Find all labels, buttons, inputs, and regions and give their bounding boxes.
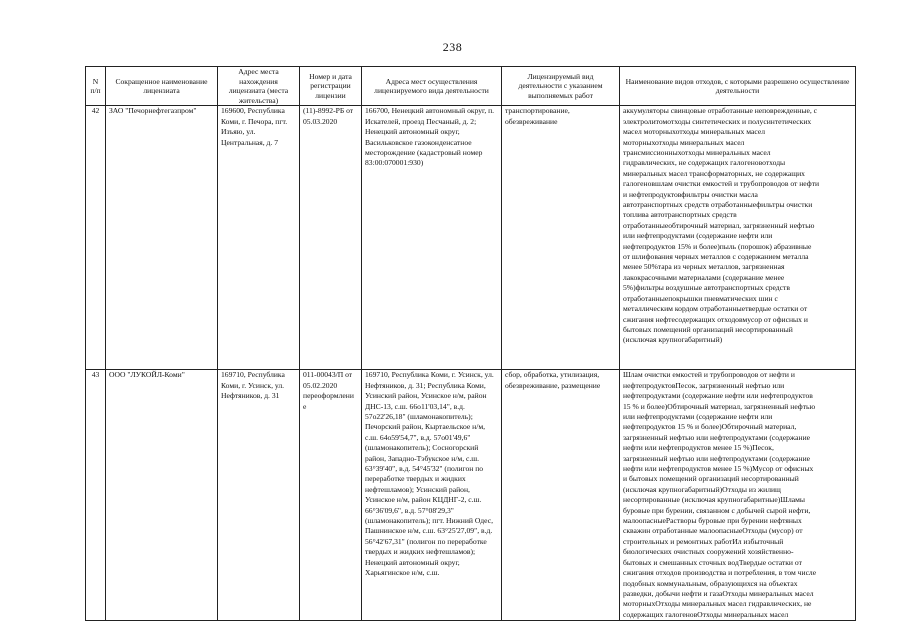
waste-line: отработанныепокрышки пневматических шин с [623,293,778,303]
waste-line: (исключая крупногабаритный)Отходы из жилищ [623,484,781,494]
header-activity-type: Лицензируемый вид деятельности с указанием выполняемых работ [502,67,620,106]
waste-line: бытовых и смешанных сточных водТвердые остатки от [623,557,802,567]
waste-line: содержащих галогеновОтходы минеральных масел [623,609,789,619]
header-waste-types: Наименование видов отходов, с которыми разрешено осуществление деятельности [620,67,856,106]
waste-line: нефти или нефтепродуктов менее 15 %)Мусор от офисных [623,464,814,474]
waste-line: нефтепродуктов 15% и более)пыль (порошок) абразивные [623,241,812,251]
waste-line: сжигания отходов производства и потребления, в том числе [623,568,817,578]
waste-line: нефтепродуктами (содержание нефти или нефтепродуктов [623,391,813,401]
waste-line: биологических очистных сооружений хозяйственно- [623,547,794,557]
waste-line: масел моторныхотходы минеральных масел [623,127,765,137]
waste-types [620,106,856,370]
header-licensee-address: Адрес места нахождения лицензиата (места жительства) [218,67,300,106]
activity-type: транспортирование, обезвреживание [502,106,620,370]
waste-line: аккумуляторы свинцовые отработанные неповрежденные, с [623,106,818,116]
waste-line: 15 % и более)Обтирочный материал, загрязненный нефтью [623,401,816,411]
waste-line: менее 50%тара из черных металлов, загрязненная [623,262,785,272]
waste-line: нефтепродуктовПесок, загрязненный нефтью или [623,380,785,390]
waste-types [620,370,856,621]
waste-line: разведки, добычи нефти и газаОтходы минеральных масел [623,588,814,598]
waste-line: и нефтепродуктовфильтры очистки масла [623,189,758,199]
waste-line: нефтепродуктов 15 % и более)Обтирочный материал, [623,422,797,432]
table-row [86,370,856,621]
header-number: N п/п [86,67,106,106]
waste-line: лакокрасочными материалами (содержание менее [623,272,785,282]
page-number: 238 [442,40,463,54]
license-number: (11)-8992-РБ от 05.03.2020 [300,106,362,370]
waste-line: гидравлических, не содержащих галогеновотходы [623,158,786,168]
waste-line: 5%)фильтры воздушные автотранспортных средств [623,283,790,293]
licensee-address: 169600, Республика Коми, г. Печора, пгт. Изъяю, ул. Центральная, д. 7 [218,106,300,370]
licensee-name: ЗАО "Печорнефтегазпром" [106,106,218,370]
waste-line: топлива автотранспортных средств [623,210,737,220]
waste-line: электролитомотходы синтетических и полусинтетических [623,116,812,126]
row-number: 42 [86,106,106,370]
waste-line: трансмиссионныхотходы минеральных масел [623,148,771,157]
waste-line: загрязненный нефтью или нефтепродуктами (содержание [623,432,811,442]
waste-line: малоопасныеРастворы буровые при бурении нефтяных [623,516,802,526]
waste-line: отработанныеобтирочный материал, загрязненный нефтью [623,220,815,230]
waste-line: моторныхотходы минеральных масел [623,137,745,147]
waste-line: и бытовых помещений организаций несортированный [623,474,799,484]
header-license-number: Номер и дата регистрации лицензии [300,67,362,106]
waste-line: буровые при бурении, связанном с добычей сырой нефти, [623,505,811,515]
waste-line: металлическим кордом отработанныетвердые остатки от [623,304,808,314]
waste-line: подобных коммунальным, образующихся на объектах [623,578,798,588]
waste-line: автотранспортных средств отработанныефильтры очистки [623,200,813,210]
header-activity-address: Адреса мест осуществления лицензируемого вида деятельности [362,67,502,106]
waste-line: галогеновшлам очистки емкостей и трубопроводов от нефти [623,179,820,189]
waste-line: Шлам очистки емкостей и трубопроводов от нефти и [623,370,795,380]
header-licensee-name: Сокращенное наименование лицензиата [106,67,218,106]
waste-line: скважин отработанные малоопасныеОтходы (мусор) от [623,526,803,536]
waste-line: или нефтепродуктами (содержание нефти или [623,231,773,241]
waste-line: несортированные (исключая крупногабаритные)Шламы [623,495,806,505]
waste-line: строительных и ремонтных работИл избыточный [623,536,784,546]
waste-line: минеральных масел трансформаторных, не содержащих [623,168,805,178]
table-row [86,106,856,370]
activity-address: 169710, Республика Коми, г. Усинск, ул. Нефтяников, д. 31; Республика Коми, Усинский район, Усинское н/м, район ДНС-13, с.ш. 66о11'03,14", в.д. 57о22'26,18" (шламонакопитель); Печорский район, Кыртаельское н/м, с.ш. 64о59'54,7", в.д. 57о01'49,6" (шламонакопитель); Сосногорский район, Западно-Тэбукское н/м, с.ш. 63°39'40", в.д. 54°45'32" (полигон по переработке твердых и жидких нефтешламов); Усинский район, Усинское н/м, район КЦДНГ-2, с.ш. 66°36'09,6", в.д. 57°08'29,3" (шламонакопитель); пгт. Нижний Одес, Пашнинское н/м, с.ш. 63°25'27,09", в.д. 56°42'67,31" (полигон по переработке твердых и жидких нефтешламов); Ненецкий автономный округ, Харьягинское н/м, с.ш. [362,370,502,621]
activity-type: сбор, обработка, утилизация, обезвреживание, размещение [502,370,620,621]
activity-address: 166700, Ненецкий автономный округ, п. Искателей, проезд Песчаный, д. 2; Ненецкий автономный округ, Васильковское газоконденсатное месторождение (кадастровый номер 83:00:070001:930) [362,106,502,370]
waste-line: нефти или нефтепродуктов менее 15 %)Песок, [623,443,774,453]
row-number: 43 [86,370,106,621]
licensee-address: 169710, Республика Коми, г. Усинск, ул. Нефтяников, д. 31 [218,370,300,621]
license-number: 011-00043/П от 05.02.2020 переоформлени е [300,370,362,621]
waste-line: бытовых помещений организаций несортированный [623,324,793,334]
waste-line: сжигания нефтесодержащих отходовмусор от офисных и [623,314,808,324]
waste-line: моторныхОтходы минеральных масел гидравлических, не [623,599,812,609]
waste-line: (исключая крупногабаритный) [623,335,723,345]
licensee-name: ООО "ЛУКОЙЛ-Коми" [106,370,218,621]
waste-line: или нефтепродуктами (содержание нефти или [623,412,773,421]
license-registry-table [85,66,856,621]
table-header-row [86,67,856,106]
waste-line: от шлифования черных металлов с содержанием металла [623,252,809,262]
waste-line: загрязненный нефтью или нефтепродуктами (содержание [623,453,811,463]
